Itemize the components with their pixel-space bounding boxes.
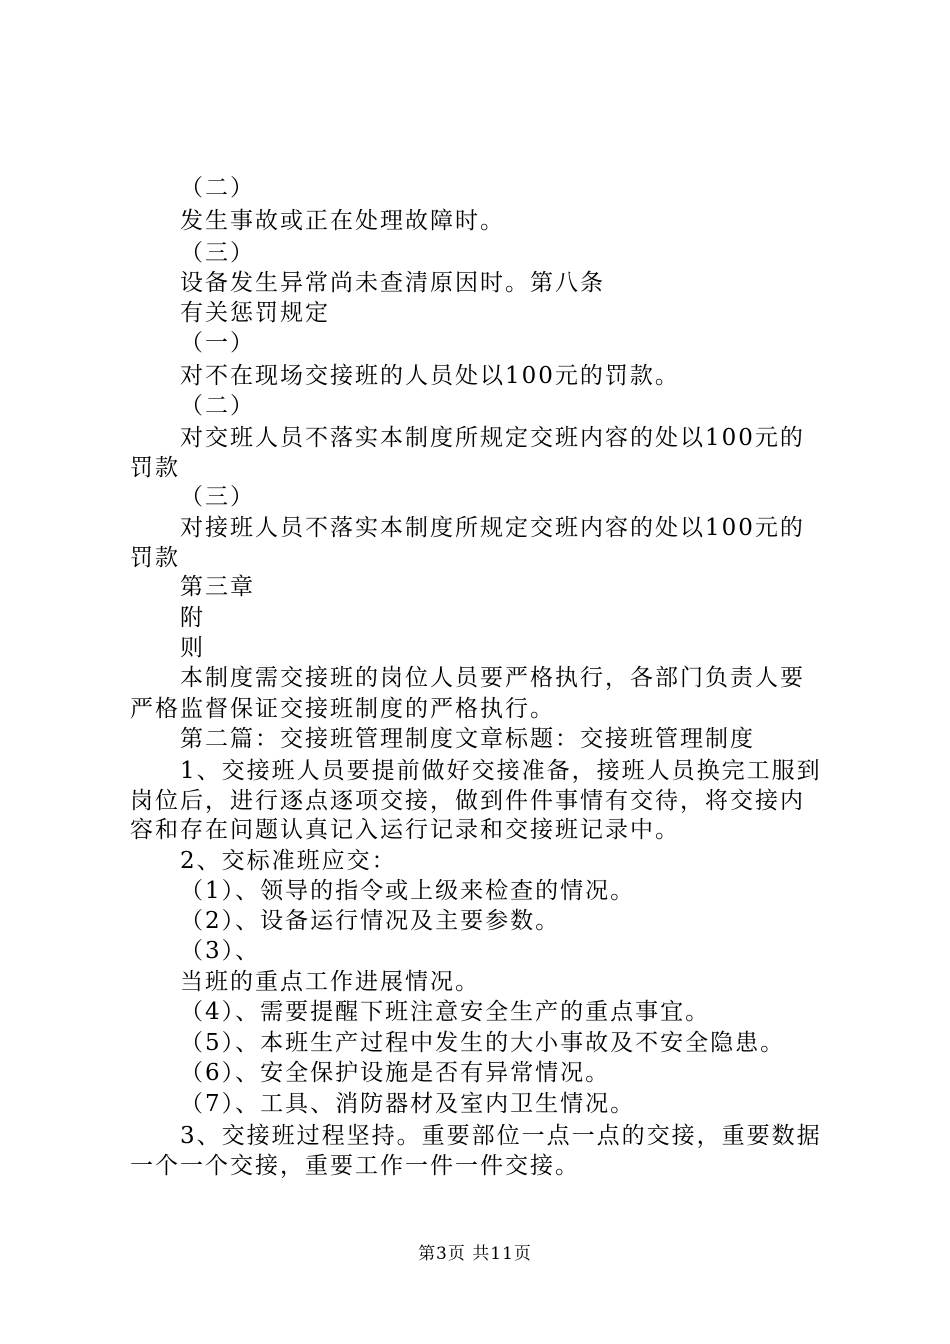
text-line: 当班的重点工作进展情况。 — [180, 969, 480, 995]
page-footer: 第3页 共11页 — [418, 1244, 532, 1264]
text-line: 对交班人员不落实本制度所规定交班内容的处以100元的 — [180, 425, 805, 451]
text-line: 对不在现场交接班的人员处以100元的罚款。 — [180, 363, 680, 389]
text-line: （1）、领导的指令或上级来检查的情况。 — [180, 878, 636, 904]
text-line: （4）、需要提醒下班注意安全生产的重点事宜。 — [180, 999, 711, 1025]
text-line: 第二篇：交接班管理制度文章标题：交接班管理制度 — [180, 726, 755, 752]
text-line: 容和存在问题认真记入运行记录和交接班记录中。 — [130, 817, 680, 843]
text-line: 岗位后，进行逐点逐项交接，做到件件事情有交待，将交接内 — [130, 788, 805, 814]
text-line: （二） — [180, 175, 255, 201]
text-line: 有关惩罚规定 — [180, 300, 330, 326]
text-line: 罚款 — [130, 545, 180, 571]
text-line: （二） — [180, 393, 255, 419]
text-line: 3、交接班过程坚持。重要部位一点一点的交接，重要数据 — [180, 1123, 822, 1149]
text-line: （三） — [180, 484, 255, 510]
text-line: 2、交标准班应交： — [180, 848, 397, 874]
text-line: （三） — [180, 240, 255, 266]
text-line: 罚款 — [130, 455, 180, 481]
text-line: 对接班人员不落实本制度所规定交班内容的处以100元的 — [180, 515, 805, 541]
text-line: 严格监督保证交接班制度的严格执行。 — [130, 696, 555, 722]
text-line: 发生事故或正在处理故障时。 — [180, 208, 505, 234]
text-line: 则 — [180, 635, 205, 661]
text-line: （2）、设备运行情况及主要参数。 — [180, 908, 561, 934]
text-line: 1、交接班人员要提前做好交接准备，接班人员换完工服到 — [180, 758, 822, 784]
text-line: 附 — [180, 605, 205, 631]
text-line: （一） — [180, 330, 255, 356]
text-line: 设备发生异常尚未查清原因时。第八条 — [180, 270, 605, 296]
text-line: 第三章 — [180, 574, 255, 600]
text-line: （7）、工具、消防器材及室内卫生情况。 — [180, 1091, 636, 1117]
text-line: 本制度需交接班的岗位人员要严格执行，各部门负责人要 — [180, 665, 805, 691]
text-line: （3）、 — [180, 938, 261, 964]
text-line: （6）、安全保护设施是否有异常情况。 — [180, 1060, 611, 1086]
text-line: 一个一个交接，重要工作一件一件交接。 — [130, 1153, 580, 1179]
text-line: （5）、本班生产过程中发生的大小事故及不安全隐患。 — [180, 1030, 786, 1056]
